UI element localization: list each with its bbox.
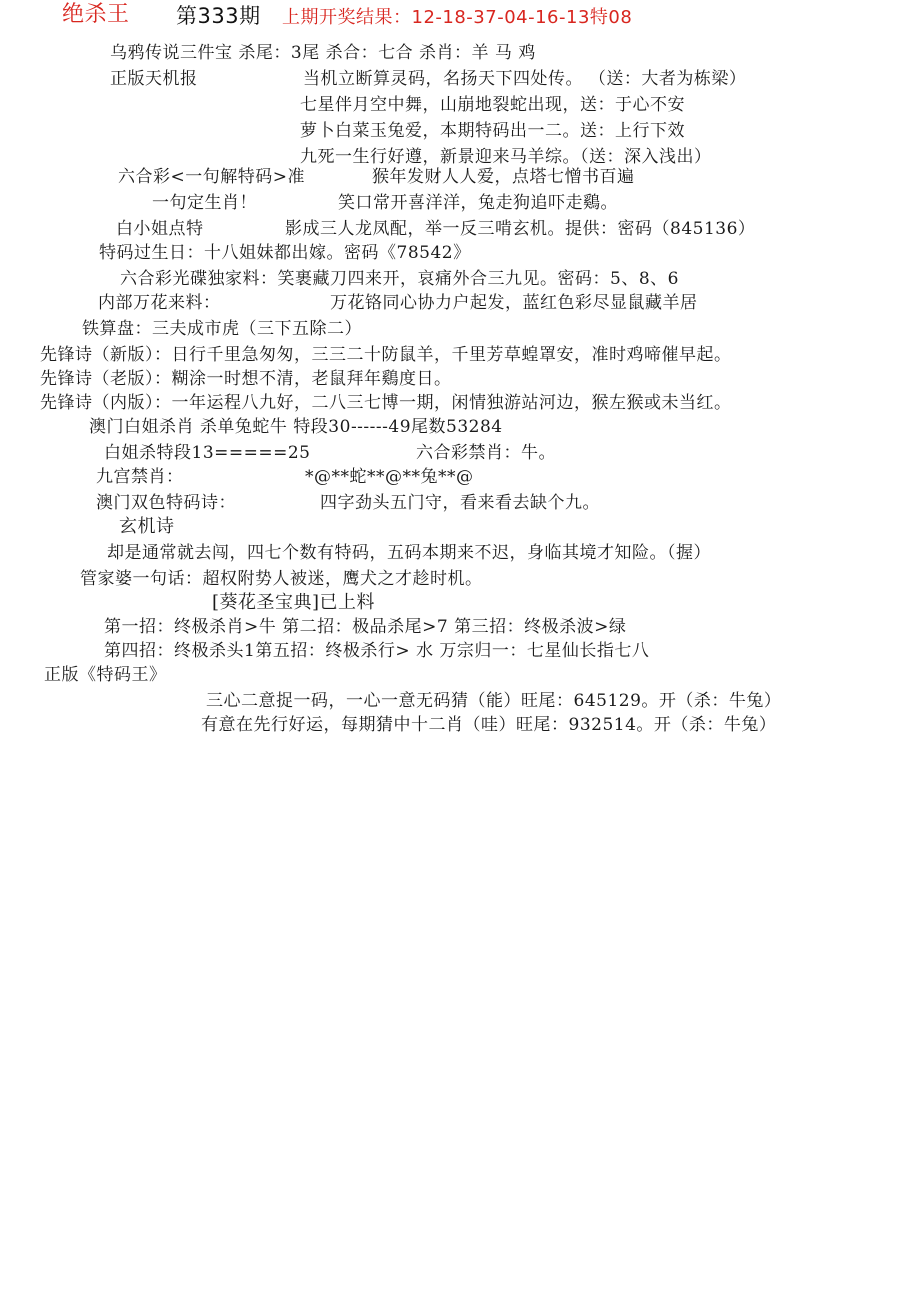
line-one-sentence-label: 六合彩<一句解特码>准 [118, 167, 305, 187]
line-housekeeper: 管家婆一句话：超权附势人被迷，鹰犬之才趁时机。 [80, 569, 483, 589]
line-one-sentence-verse: 猴年发财人人爱，点塔七憎书百遍 [372, 167, 635, 187]
sunflower-moves-1: 第一招：终极杀肖>牛 第二招：极品杀尾>7 第三招：终极杀波>绿 [104, 617, 627, 637]
sunflower-heading: [葵花圣宝典]已上料 [212, 592, 376, 613]
line-macau-kill: 澳门白姐杀肖 杀单兔蛇牛 特段30------49尾数53284 [89, 417, 503, 437]
issue-number: 第333期 [176, 4, 261, 28]
line-tianji-verse-2: 七星伴月空中舞，山崩地裂蛇出现，送：于心不安 [300, 95, 685, 115]
line-birthday: 特码过生日：十八姐妹都出嫁。密码《78542》 [99, 243, 471, 263]
last-draw-result: 上期开奖结果：12-18-37-04-16-13特08 [282, 7, 633, 28]
tema-wang-verse-2: 有意在先行好运，每期猜中十二肖（哇）旺尾：932514。开（杀：牛兔） [201, 715, 777, 735]
line-crow-legend: 乌鸦传说三件宝 杀尾：3尾 杀合：七合 杀肖：羊 马 鸡 [110, 43, 536, 63]
line-macau-poem-verse: 四字劲头五门守，看来看去缺个九。 [320, 493, 600, 513]
line-bai-verse: 影成三人龙凤配，举一反三啃玄机。提供：密码（845136） [285, 219, 756, 239]
line-abacus: 铁算盘：三夫成市虎（三下五除二） [82, 319, 362, 339]
line-tianji-verse-4: 九死一生行好遵，新景迎来马羊综。（送：深入浅出） [300, 147, 712, 167]
line-nine-palace-label: 九宫禁肖： [96, 467, 184, 487]
line-macau-poem-label: 澳门双色特码诗： [96, 493, 236, 513]
sunflower-moves-2: 第四招：终极杀头1第五招：终极杀行> 水 万宗归一：七星仙长指七八 [104, 641, 650, 661]
line-bai-kill-range: 白姐杀特段13=====25 [104, 443, 311, 463]
line-zodiac-label: 一句定生肖！ [152, 193, 257, 213]
line-wanhua-verse: 万花铬同心协力户起发，蓝红色彩尽显鼠藏羊居 [330, 293, 698, 313]
tema-wang-heading: 正版《特码王》 [44, 665, 167, 685]
line-bai-label: 白小姐点特 [116, 219, 204, 239]
line-tianji-verse-3: 萝卜白菜玉兔爱，本期特码出一二。送：上行下效 [300, 121, 685, 141]
line-tianji-label: 正版天机报 [110, 69, 198, 89]
tema-wang-verse-1: 三心二意捉一码，一心一意无码猜（能）旺尾：645129。开（杀：牛兔） [206, 691, 782, 711]
line-tianji-verse-1: 当机立断算灵码，名扬天下四处传。 （送：大者为栋梁） [303, 69, 747, 89]
line-pioneer-new: 先锋诗（新版）：日行千里急匆匆，三三二十防鼠羊，千里芳草蝗罩安，准时鸡啼催早起。 [40, 345, 732, 365]
line-zodiac-verse: 笑口常开喜洋洋，兔走狗追吓走鷄。 [338, 193, 618, 213]
line-nine-palace-value: *@**蛇**@**兔**@ [305, 467, 474, 487]
mystic-poem-heading: 玄机诗 [119, 516, 175, 537]
site-title: 绝杀王 [62, 2, 130, 27]
line-pioneer-old: 先锋诗（老版）：糊涂一时想不清，老鼠拜年鷄度日。 [40, 369, 452, 389]
line-pioneer-inner: 先锋诗（内版）：一年运程八九好，二八三七博一期，闲情独游站河边，猴左猴或未当红。 [40, 393, 732, 413]
line-wanhua-label: 内部万花来料： [98, 293, 221, 313]
mystic-poem-verse: 却是通常就去闯，四七个数有特码，五码本期来不迟，身临其境才知险。（握） [107, 543, 711, 563]
line-forbidden-zodiac: 六合彩禁肖：牛。 [416, 443, 556, 463]
line-disc: 六合彩光碟独家料：笑裹藏刀四来开，哀痛外合三九见。密码：5、8、6 [120, 269, 679, 289]
